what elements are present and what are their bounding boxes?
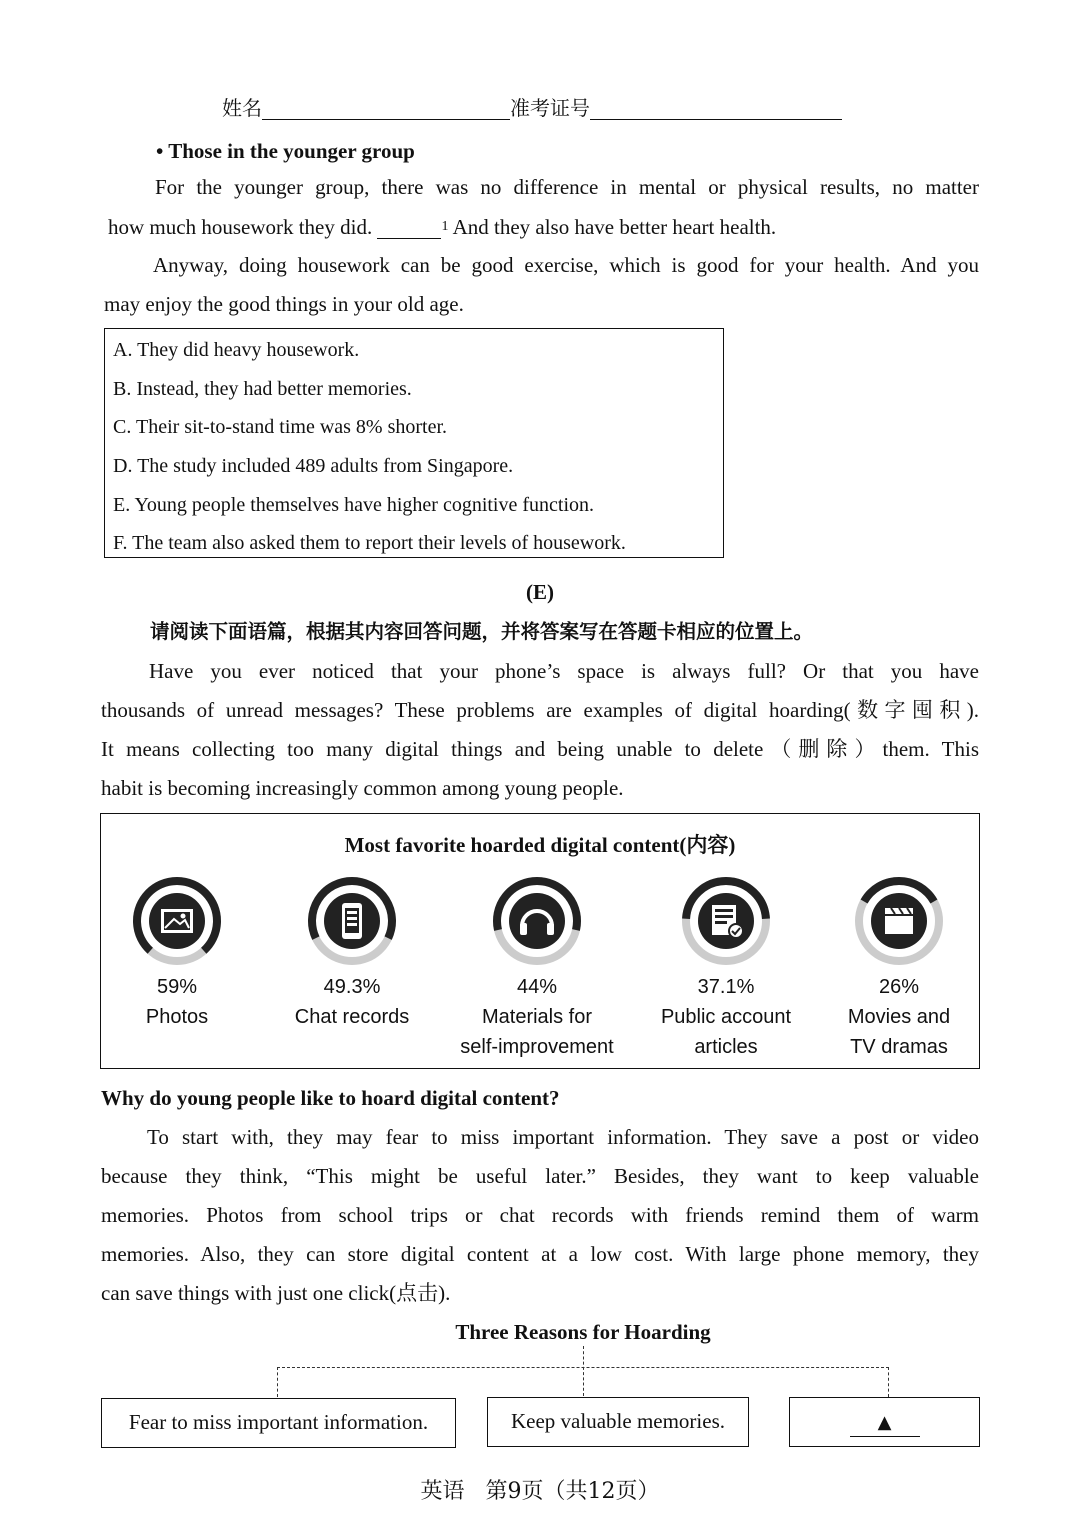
options-box: [104, 328, 724, 558]
flow-connector: [583, 1346, 584, 1396]
reason-box-1: Fear to miss important information.: [101, 1398, 456, 1448]
reason-box-2: Keep valuable memories.: [487, 1397, 749, 1447]
name-blank: [262, 99, 510, 120]
option-c: C. Their sit-to-stand time was 8% shorter.: [113, 416, 448, 438]
chart-label: Movies and: [847, 1006, 951, 1028]
chart-item-self-improvement: [442, 876, 632, 1062]
chart-percent: 44%: [516, 976, 558, 998]
name-label: 姓名: [222, 96, 262, 120]
reason-box-3: [789, 1397, 980, 1447]
younger-group-heading: • Those in the younger group: [156, 139, 415, 163]
why-line: memories. Photos from school trips or chat records with friends remind them of warm: [101, 1203, 979, 1227]
photo-icon: [132, 876, 222, 966]
chart-title: Most favorite hoarded digital content(内容): [344, 833, 736, 857]
hoarded-content-chart: [100, 813, 980, 1069]
chart-percent: 59%: [156, 976, 198, 998]
exam-id-label: 准考证号: [510, 96, 590, 120]
answer-blank: [377, 220, 441, 239]
paragraph-line-with-blank: [108, 215, 776, 239]
why-heading: Why do young people like to hoard digital content?: [101, 1086, 560, 1110]
chart-percent: 37.1%: [697, 976, 755, 998]
answer-blank-marker: ▲: [850, 1410, 920, 1437]
paragraph-line: Anyway, doing housework can be good exercise, which is good for your health. And you: [153, 253, 979, 277]
exam-id-blank: [590, 99, 842, 120]
chart-label: articles: [694, 1036, 758, 1058]
article-icon: [681, 876, 771, 966]
chart-percent: 49.3%: [323, 976, 381, 998]
text-after-blank: And they also have better heart health.: [452, 215, 777, 239]
option-a: A. They did heavy housework.: [113, 339, 360, 361]
chart-item-public-articles: [631, 876, 821, 1062]
intro-line: thousands of unread messages? These problems are examples of digital hoarding(数字囤积).: [101, 698, 979, 722]
intro-line: It means collecting too many digital things and being unable to delete（删除）them. This: [101, 737, 979, 761]
intro-line: Have you ever noticed that your phone’s space is always full? Or that you have: [149, 659, 979, 683]
exam-header: [222, 96, 842, 120]
option-e: E. Young people themselves have higher cognitive function.: [113, 494, 595, 516]
section-e-instruction: 请阅读下面语篇，根据其内容回答问题，并将答案写在答题卡相应的位置上。: [150, 620, 814, 643]
flow-title: Three Reasons for Hoarding: [455, 1320, 711, 1344]
chart-percent: 26%: [878, 976, 920, 998]
chart-label: TV dramas: [850, 1036, 948, 1058]
chart-label: Materials for: [481, 1006, 593, 1028]
option-b: B. Instead, they had better memories.: [113, 378, 412, 400]
paragraph-line: For the younger group, there was no difference in mental or physical results, no matter: [155, 175, 979, 199]
chart-item-movies: [804, 876, 994, 1062]
blank-number: 1: [441, 219, 449, 234]
chart-label: Photos: [145, 1006, 209, 1028]
why-line: because they think, “This might be useful later.” Besides, they want to keep valuable: [101, 1164, 979, 1188]
option-f: F. The team also asked them to report their levels of housework.: [113, 532, 626, 554]
flow-connector: [888, 1367, 889, 1397]
paragraph-line: may enjoy the good things in your old age.: [104, 292, 464, 316]
why-line: To start with, they may fear to miss important information. They save a post or video: [147, 1125, 979, 1149]
why-line: memories. Also, they can store digital content at a low cost. With large phone memory, they: [101, 1242, 979, 1266]
text-before-blank: how much housework they did.: [108, 215, 373, 239]
why-line: can save things with just one click(点击).: [101, 1281, 451, 1305]
flow-connector: [277, 1367, 889, 1368]
section-e-label: (E): [526, 580, 554, 604]
headphones-icon: [492, 876, 582, 966]
page-footer: 英语 第9页（共12页）: [420, 1479, 660, 1504]
phone-chat-icon: [307, 876, 397, 966]
intro-line: habit is becoming increasingly common among young people.: [101, 776, 624, 800]
flow-connector: [277, 1367, 278, 1397]
option-d: D. The study included 489 adults from Singapore.: [113, 455, 514, 477]
chart-item-chat-records: [257, 876, 447, 1032]
clapperboard-icon: [854, 876, 944, 966]
chart-label: Public account: [660, 1006, 792, 1028]
chart-item-photos: [82, 876, 272, 1032]
chart-label: Chat records: [294, 1006, 410, 1028]
chart-label: self-improvement: [460, 1036, 614, 1058]
